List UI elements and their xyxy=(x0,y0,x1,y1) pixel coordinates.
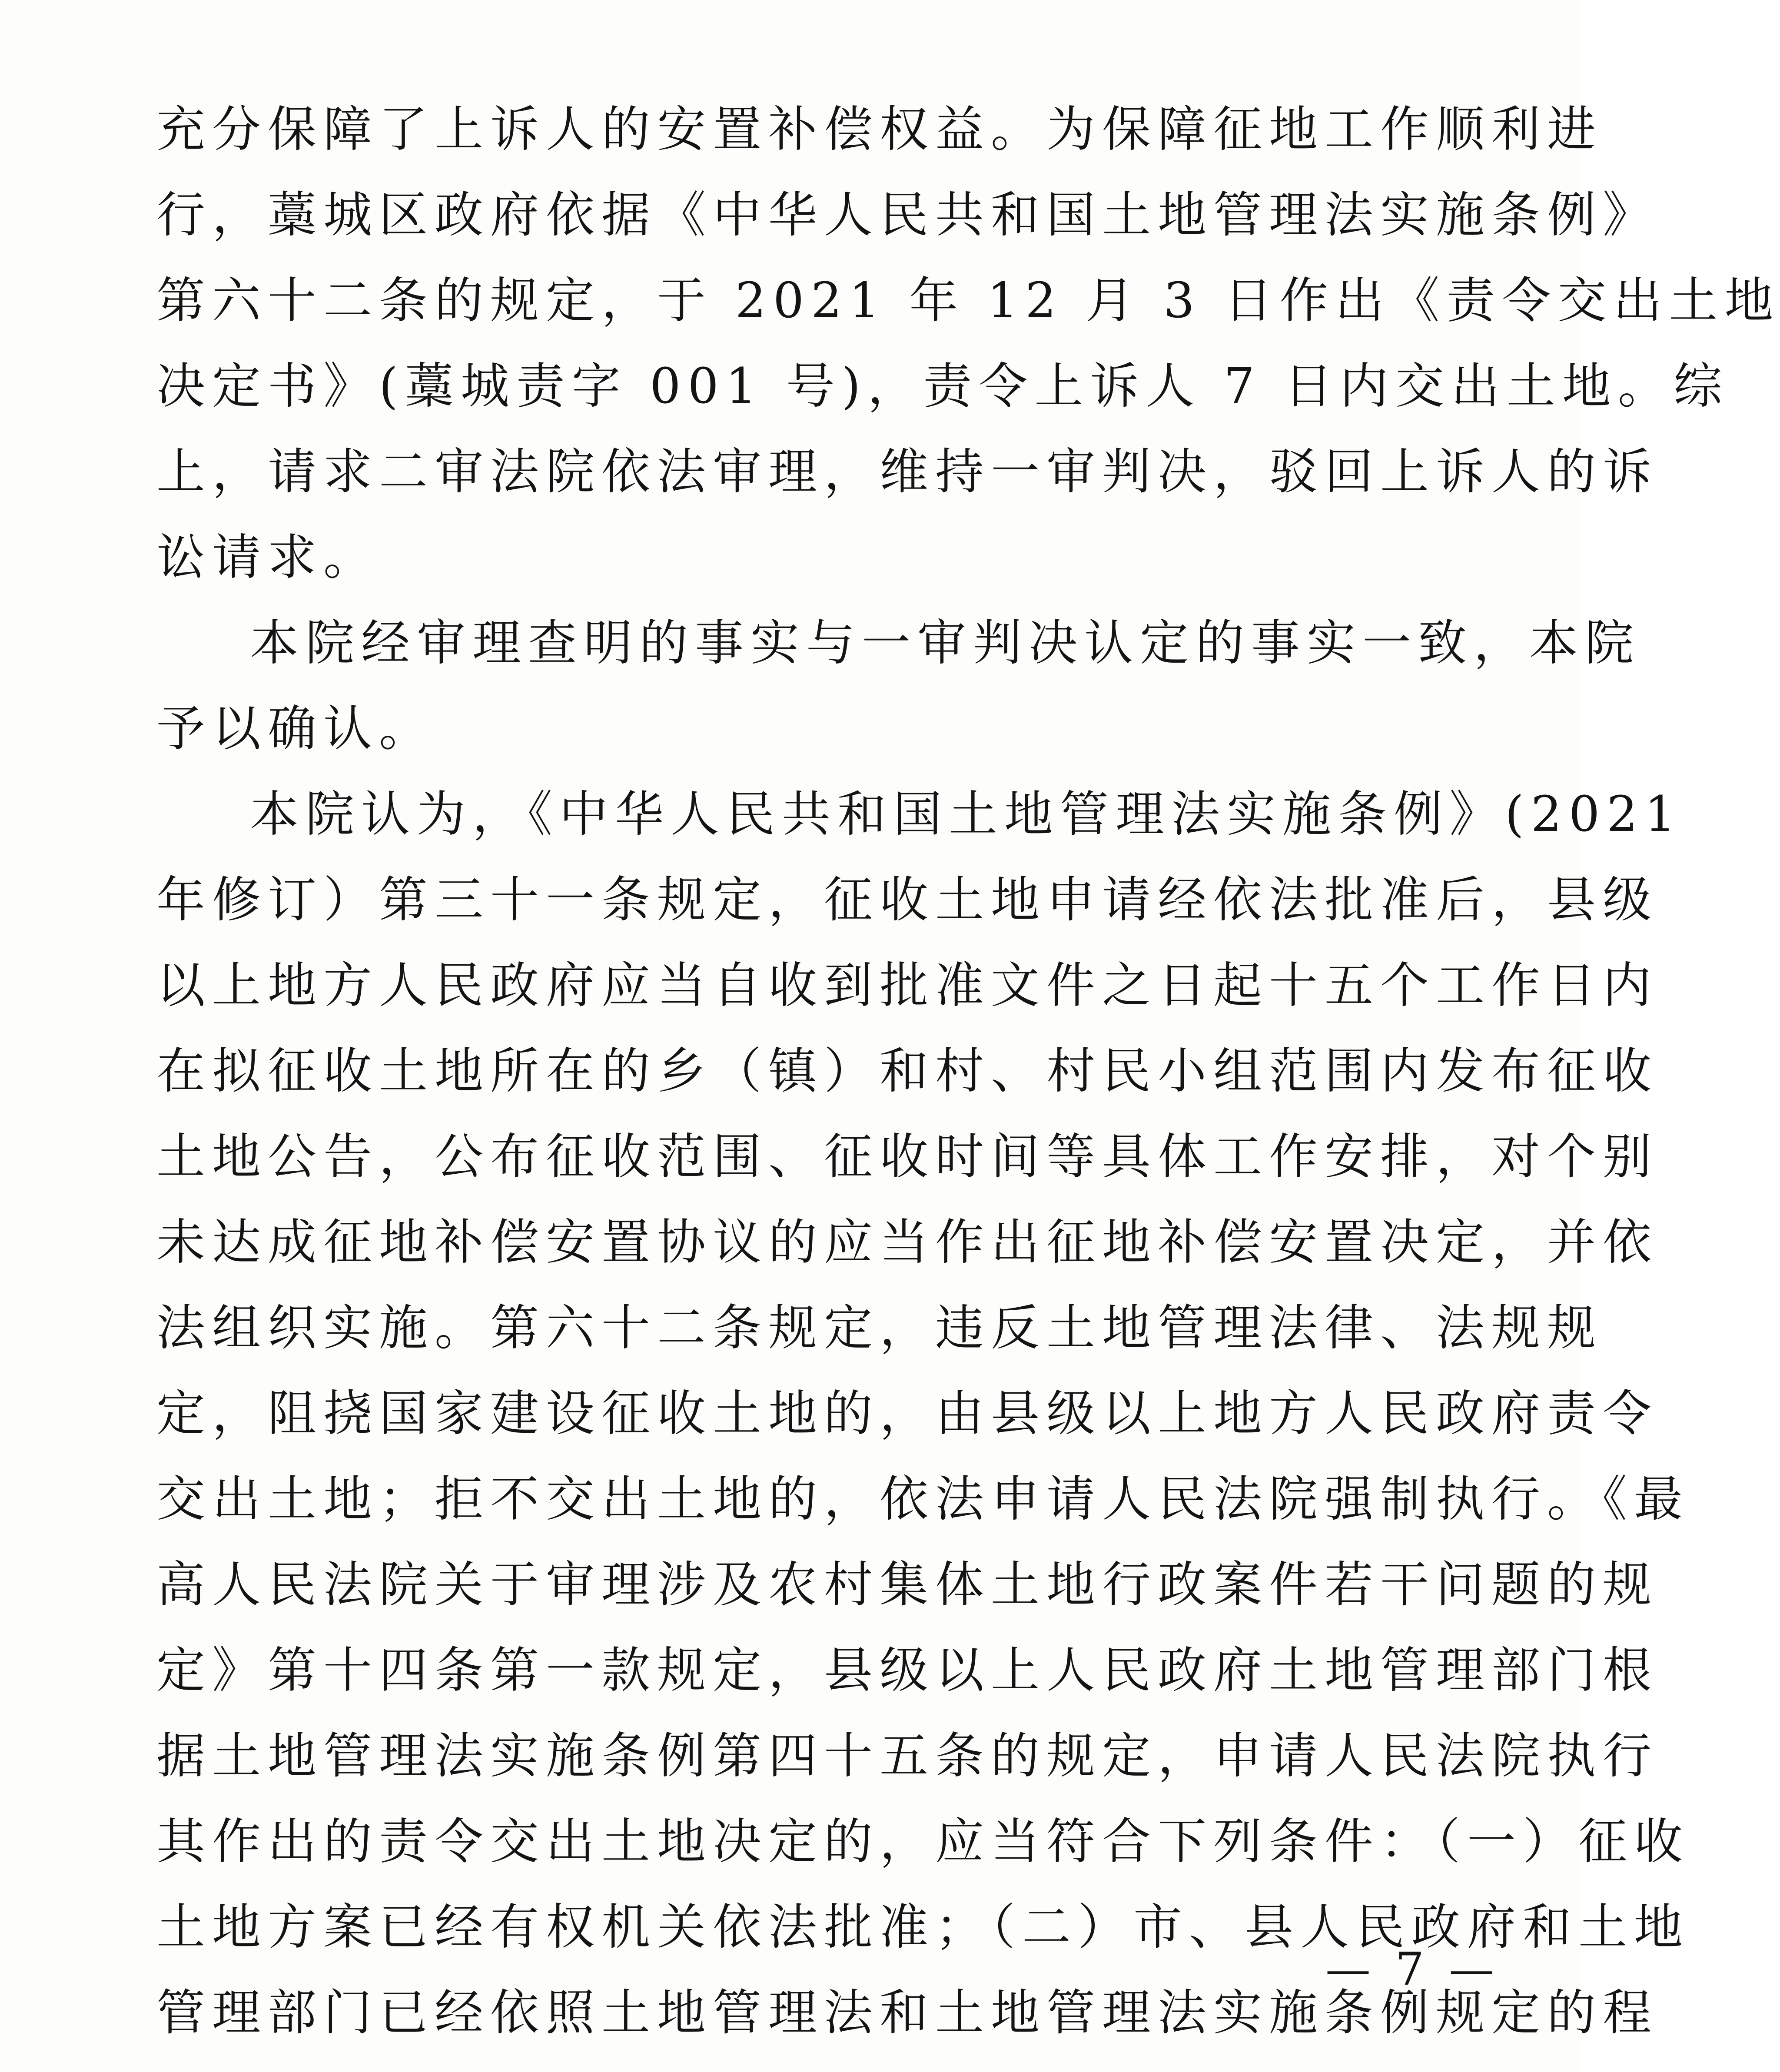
text-line: 在拟征收土地所在的乡（镇）和村、村民小组范围内发布征收 xyxy=(156,1043,1658,1099)
text-line: 管理部门已经依照土地管理法和土地管理法实施条例规定的程 xyxy=(156,1985,1658,2041)
text-line: 本院认为，《中华人民共和国土地管理法实施条例》(2021 xyxy=(250,786,1683,843)
text-line: 讼请求。 xyxy=(156,529,379,586)
text-line: 其作出的责令交出土地决定的，应当符合下列条件：（一）征收 xyxy=(156,1813,1690,1870)
text-line: 行，藁城区政府依据《中华人民共和国土地管理法实施条例》 xyxy=(156,187,1658,243)
text-line: 据土地管理法实施条例第四十五条的规定，申请人民法院执行 xyxy=(156,1728,1658,1784)
text-line: 高人民法院关于审理涉及农村集体土地行政案件若干问题的规 xyxy=(156,1557,1658,1613)
text-line: 上，请求二审法院依法审理，维持一审判决，驳回上诉人的诉 xyxy=(156,444,1658,500)
page-number: — 7 — xyxy=(1325,1942,1500,1996)
text-line: 决定书》(藁城责字 001 号)，责令上诉人 7 日内交出土地。综 xyxy=(156,358,1729,415)
text-line: 予以确认。 xyxy=(156,701,435,757)
text-line: 充分保障了上诉人的安置补偿权益。为保障征地工作顺利进 xyxy=(156,101,1603,158)
text-line: 年修订）第三十一条规定，征收土地申请经依法批准后，县级 xyxy=(156,872,1658,928)
text-line: 第六十二条的规定，于 2021 年 12 月 3 日作出《责令交出土地 xyxy=(156,272,1780,329)
text-line: 定》第十四条第一款规定，县级以上人民政府土地管理部门根 xyxy=(156,1642,1658,1699)
text-line: 交出土地；拒不交出土地的，依法申请人民法院强制执行。《最 xyxy=(156,1471,1690,1527)
text-line: 未达成征地补偿安置协议的应当作出征地补偿安置决定，并依 xyxy=(156,1214,1658,1271)
text-line: 土地公告，公布征收范围、征收时间等具体工作安排，对个别 xyxy=(156,1129,1658,1185)
text-line: 本院经审理查明的事实与一审判决认定的事实一致，本院 xyxy=(250,615,1641,671)
text-line: 土地方案已经有权机关依法批准；（二）市、县人民政府和土地 xyxy=(156,1899,1690,1956)
text-line: 法组织实施。第六十二条规定，违反土地管理法律、法规规 xyxy=(156,1300,1603,1356)
text-line: 以上地方人民政府应当自收到批准文件之日起十五个工作日内 xyxy=(156,957,1658,1014)
body-text xyxy=(156,87,1780,2056)
text-line: 定，阻挠国家建设征收土地的，由县级以上地方人民政府责令 xyxy=(156,1385,1658,1442)
